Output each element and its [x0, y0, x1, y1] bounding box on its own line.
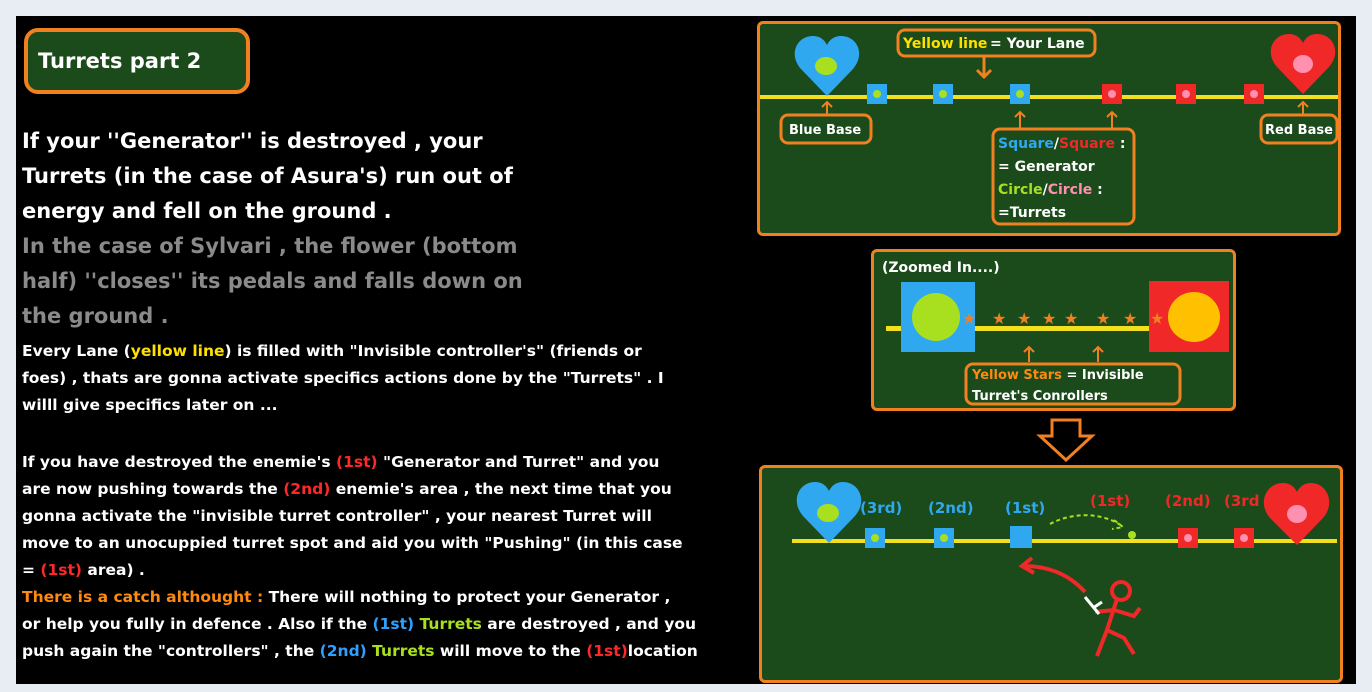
- star-icon: ★: [1064, 309, 1079, 328]
- down-arrow-icon: [1036, 418, 1096, 462]
- sylvari-line-1: In the case of Sylvari , the flower (bottom: [22, 234, 518, 258]
- move-arrow-icon: [1050, 515, 1123, 529]
- zoomed-diagram: [874, 252, 1233, 408]
- sylvari-line-2: half) ''closes'' its pedals and falls down on: [22, 269, 523, 293]
- star-icon: ★: [1017, 309, 1032, 328]
- star-arrow-right-icon: [1093, 347, 1103, 362]
- red-2nd-label: (2nd): [1165, 492, 1211, 510]
- lane-overview-diagram: [760, 24, 1338, 233]
- push-line-5: = (1st) area) .: [22, 561, 145, 579]
- blue-base-arrow-icon: [822, 102, 832, 114]
- push-scenario-diagram: [762, 468, 1340, 680]
- zoomed-label: (Zoomed In....): [882, 260, 1000, 276]
- blue-base-core: [817, 504, 839, 522]
- blue-base-label: Blue Base: [789, 123, 862, 138]
- blue-3rd-label: (3rd): [860, 499, 903, 517]
- your-lane-arrow-icon: [977, 56, 991, 77]
- lane-para-line-2: foes) , thats are gonna activate specifics actions done by the "Turrets" . I: [22, 369, 664, 387]
- red-stick-figure-icon: [1095, 582, 1140, 656]
- red-curved-arrow-icon: [1022, 558, 1085, 592]
- push-line-8: push again the "controllers" , the (2nd) Turrets will move to the (1st)location: [22, 642, 698, 660]
- star-icon: ★: [1123, 309, 1138, 328]
- blue-turret-zoom: [912, 293, 960, 341]
- red-base-core: [1287, 505, 1307, 523]
- guide-board: [16, 16, 1356, 684]
- blue-1st-label: (1st): [1005, 499, 1046, 517]
- stars-line-1: Yellow Stars = Invisible: [972, 368, 1144, 383]
- red-turret-zoom: [1168, 292, 1220, 342]
- red-base-core: [1293, 55, 1313, 73]
- legend-generator-line: = Generator: [998, 159, 1095, 175]
- star-icon: ★: [992, 309, 1007, 328]
- lane-para-line-1: Every Lane (yellow line) is filled with "Invisible controller's" (friends or: [22, 342, 642, 360]
- blue-base-core: [815, 57, 837, 75]
- push-line-6: There is a catch althought : There will nothing to protect your Generator ,: [22, 588, 671, 606]
- your-lane-label-a: Yellow line: [903, 36, 988, 52]
- red-base-label: Red Base: [1265, 123, 1333, 138]
- intro-line-2: Turrets (in the case of Asura's) run out of: [22, 164, 513, 188]
- lane-para-line-3: willl give specifics later on ...: [22, 396, 278, 414]
- lane-overview-panel: [757, 21, 1341, 236]
- push-line-1: If you have destroyed the enemie's (1st) "Generator and Turret" and you: [22, 453, 660, 471]
- red-1st-label: (1st): [1090, 492, 1131, 510]
- intro-line-1: If your ''Generator'' is destroyed , your: [22, 129, 483, 153]
- controller-stars: [962, 309, 1164, 328]
- blue-2nd-label: (2nd): [928, 499, 974, 517]
- moved-turret: [1128, 531, 1136, 539]
- star-icon: ★: [1150, 309, 1165, 328]
- sylvari-line-3: the ground .: [22, 304, 169, 328]
- star-icon: ★: [1042, 309, 1057, 328]
- push-line-7: or help you fully in defence . Also if the (1st) Turrets are destroyed , and you: [22, 615, 696, 633]
- push-line-3: gonna activate the "invisible turret controller" , your nearest Turret will: [22, 507, 652, 525]
- legend-square-line: Square/Square :: [998, 136, 1126, 152]
- red-3rd-label: (3rd: [1224, 492, 1260, 510]
- red-base-arrow-icon: [1298, 102, 1308, 114]
- legend-circle-line: Circle/Circle :: [998, 182, 1103, 198]
- intro-line-3: energy and fell on the ground .: [22, 199, 392, 223]
- zoomed-panel: [871, 249, 1236, 411]
- push-line-4: move to an unocuppied turret spot and aid you with "Pushing" (in this case: [22, 534, 683, 552]
- stars-line-2: Turret's Conrollers: [972, 389, 1108, 404]
- legend-turrets-line: =Turrets: [998, 205, 1067, 221]
- your-lane-label-b: = Your Lane: [990, 36, 1085, 52]
- legend-arrow-left-icon: [1015, 112, 1025, 128]
- star-icon: ★: [962, 309, 977, 328]
- blue-generator-1: [1010, 526, 1032, 548]
- push-scenario-panel: [759, 465, 1343, 683]
- star-icon: ★: [1096, 309, 1111, 328]
- section-title: Turrets part 2: [24, 28, 250, 94]
- push-line-2: are now pushing towards the (2nd) enemie's area , the next time that you: [22, 480, 672, 498]
- legend-arrow-right-icon: [1107, 112, 1117, 128]
- star-arrow-left-icon: [1024, 347, 1034, 362]
